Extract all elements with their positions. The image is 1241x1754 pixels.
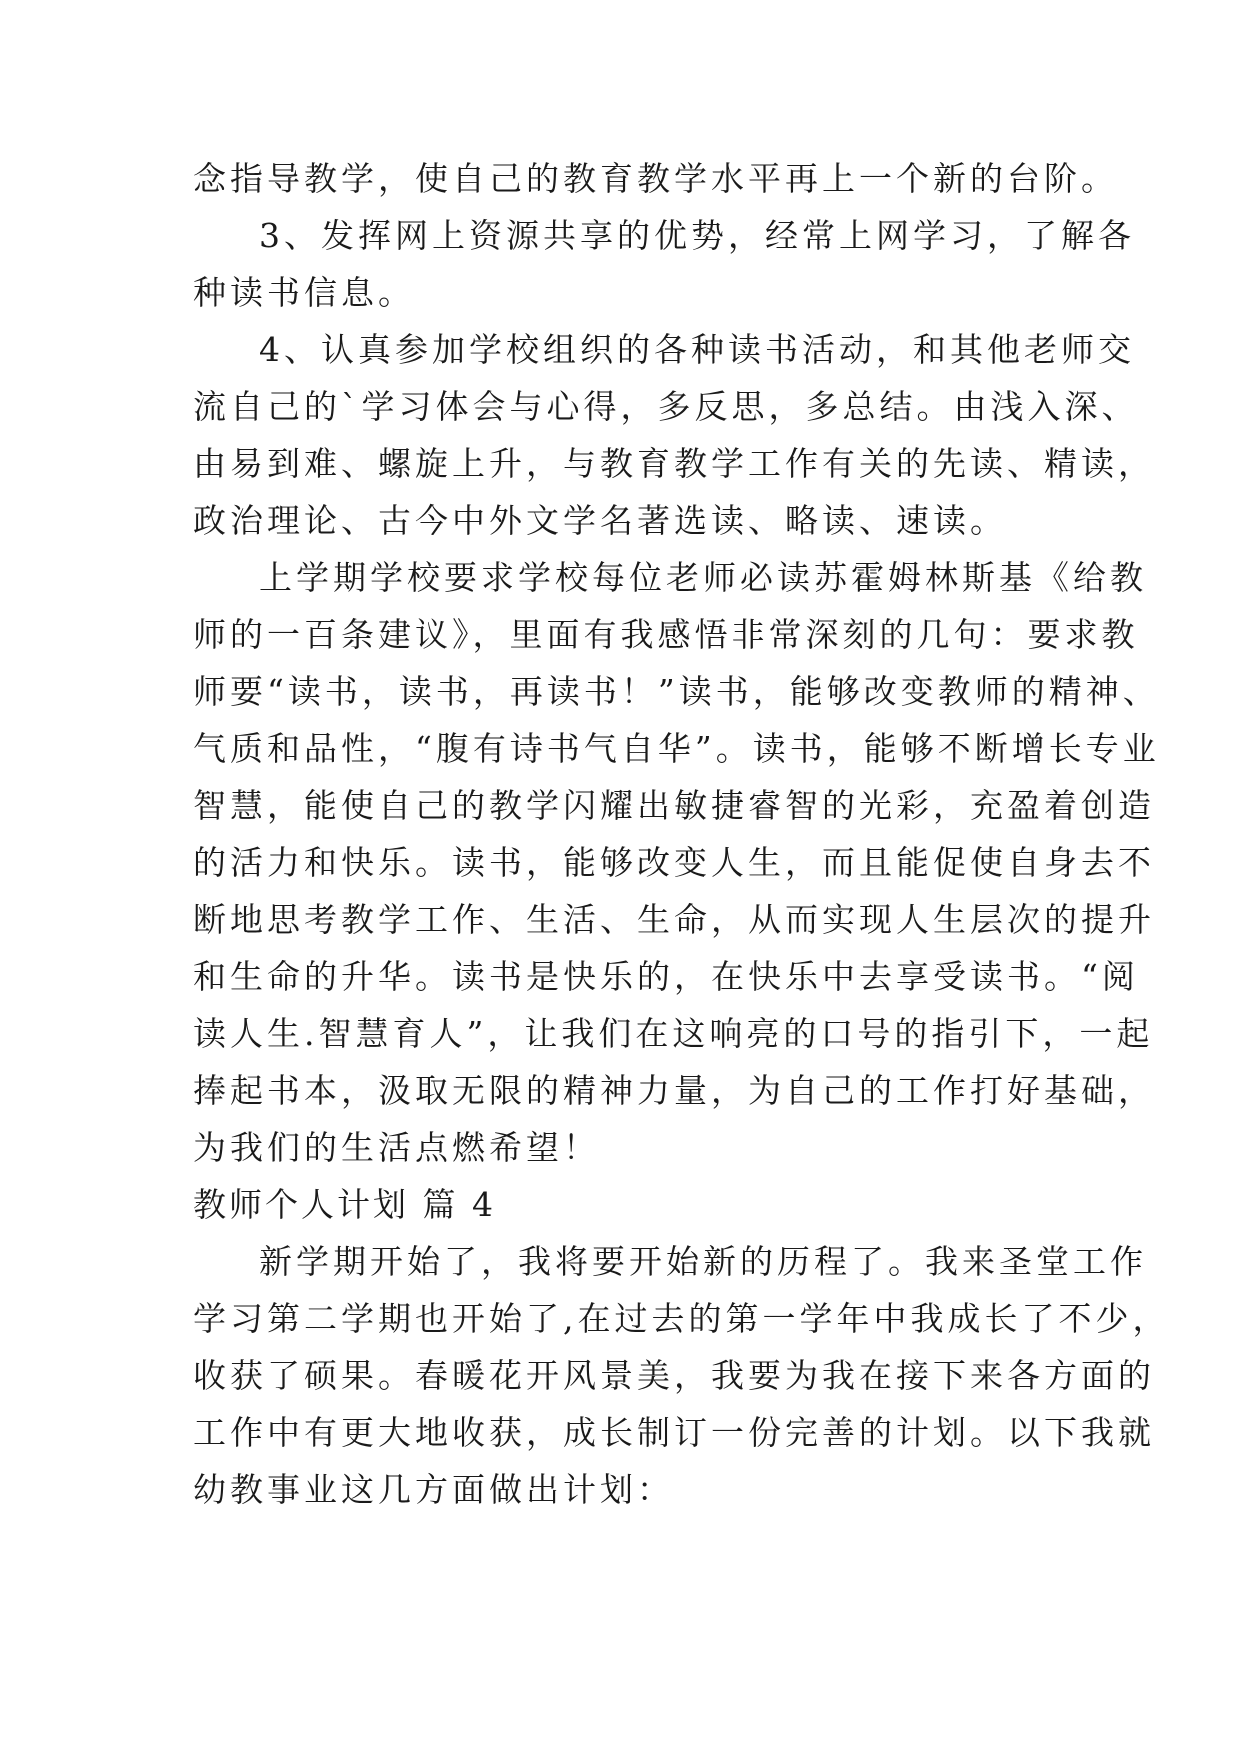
text-line: 师的一百条建议》，里面有我感悟非常深刻的几句：要求教: [193, 615, 1139, 654]
text-line: 流自己的`学习体会与心得，多反思，多总结。由浅入深、: [193, 387, 1139, 426]
text-line: 智慧，能使自己的教学闪耀出敏捷睿智的光彩，充盈着创造: [193, 786, 1155, 825]
text-line: 气质和品性，“腹有诗书气自华”。读书，能够不断增长专业: [193, 729, 1160, 768]
paragraph-new-term: 新学期开始了，我将要开始新的历程了。我来圣堂工作: [259, 1242, 1147, 1281]
text-line: 政治理论、古今中外文学名著选读、略读、速读。: [193, 501, 1007, 540]
text-line: 师要“读书，读书，再读书！”读书，能够改变教师的精神、: [193, 672, 1160, 711]
section-heading: 教师个人计划 篇 4: [193, 1185, 496, 1224]
text-line: 工作中有更大地收获，成长制订一份完善的计划。以下我就: [193, 1413, 1155, 1452]
text-line: 由易到难、螺旋上升，与教育教学工作有关的先读、精读，: [193, 444, 1155, 483]
text-line: 幼教事业这几方面做出计划：: [193, 1470, 674, 1509]
paragraph-item-4: 4、认真参加学校组织的各种读书活动，和其他老师交: [259, 330, 1135, 369]
text-line: 念指导教学，使自己的教育教学水平再上一个新的台阶。: [193, 159, 1118, 198]
paragraph-reading: 上学期学校要求学校每位老师必读苏霍姆林斯基《给教: [259, 558, 1147, 597]
text-line: 种读书信息。: [193, 273, 415, 312]
text-line: 和生命的升华。读书是快乐的，在快乐中去享受读书。“阅: [193, 957, 1139, 996]
text-line: 收获了硕果。春暖花开风景美，我要为我在接下来各方面的: [193, 1356, 1155, 1395]
paragraph-item-3: 3、发挥网上资源共享的优势，经常上网学习，了解各: [259, 216, 1135, 255]
document-body: [193, 150, 1170, 1518]
text-line: 学习第二学期也开始了,在过去的第一学年中我成长了不少，: [193, 1299, 1170, 1338]
text-line: 捧起书本，汲取无限的精神力量，为自己的工作打好基础，: [193, 1071, 1155, 1110]
text-line: 的活力和快乐。读书，能够改变人生，而且能促使自身去不: [193, 843, 1155, 882]
text-line: 为我们的生活点燃希望！: [193, 1128, 600, 1167]
text-line: 断地思考教学工作、生活、生命，从而实现人生层次的提升: [193, 900, 1155, 939]
text-line: 读人生.智慧育人”，让我们在这响亮的口号的指引下，一起: [193, 1014, 1154, 1053]
